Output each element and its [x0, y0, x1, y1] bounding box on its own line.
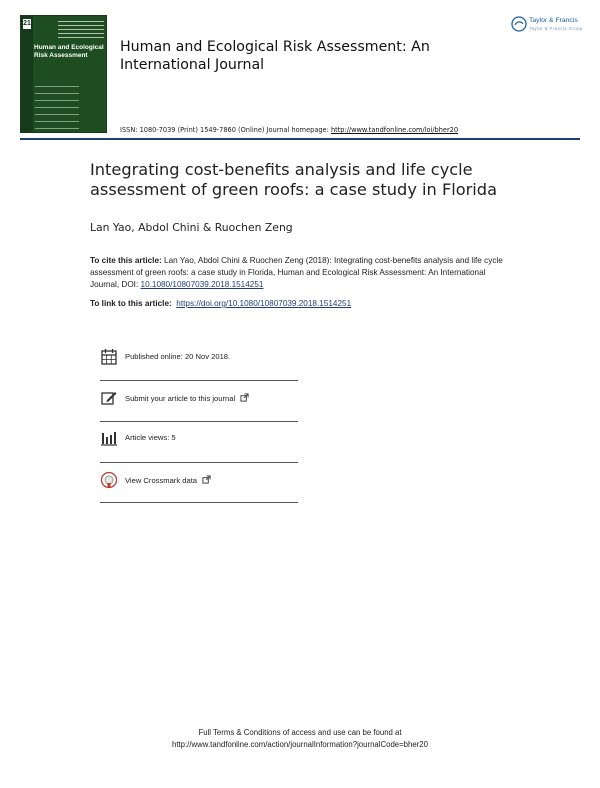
info-divider: [100, 462, 298, 463]
issn-text: ISSN: 1080-7039 (Print) 1549-7860 (Online) Journal homepage:: [120, 126, 331, 134]
publisher-logo[interactable]: [511, 16, 583, 36]
cover-title: Human and Ecological Risk Assessment: [34, 44, 104, 59]
submit-article-text: Submit your article to this journal: [125, 394, 236, 403]
submit-article-link[interactable]: [125, 393, 249, 403]
journal-cover-image: [20, 15, 107, 133]
published-online-text: Published online: 20 Nov 2018.: [125, 352, 231, 361]
info-divider: [100, 502, 298, 503]
publisher-name: Taylor & Francis: [529, 17, 578, 24]
citation-label: To cite this article:: [90, 256, 162, 265]
crossmark-link[interactable]: [125, 475, 211, 485]
citation-block: [90, 255, 510, 291]
info-divider: [100, 421, 298, 422]
cover-volume-badge: 21: [23, 20, 31, 27]
info-divider: [100, 380, 298, 381]
crossmark-row[interactable]: [100, 469, 298, 493]
external-link-icon: [202, 475, 211, 484]
article-authors: Lan Yao, Abdol Chini & Ruochen Zeng: [90, 221, 293, 234]
citation-text: Lan Yao, Abdol Chini & Ruochen Zeng (2018): Integrating cost-benefits analysis and life cycle assessment of green roofs: a case study in Florida, Human and Ecological Risk Assessment: An International Journal, DOI:: [90, 256, 503, 289]
article-views-row: [100, 427, 298, 451]
publisher-logo-icon: [511, 16, 527, 32]
footer-terms-text: Full Terms & Conditions of access and use can be found at: [198, 728, 402, 737]
crossmark-icon: [100, 471, 118, 489]
crossmark-text: View Crossmark data: [125, 476, 198, 485]
header-divider: [20, 138, 580, 140]
article-doi-link[interactable]: https://doi.org/10.1080/10807039.2018.1514251: [176, 299, 352, 308]
article-link-label: To link to this article:: [90, 299, 172, 308]
calendar-icon: [100, 348, 118, 366]
article-link-block: [90, 299, 351, 308]
submit-article-row[interactable]: [100, 387, 298, 411]
journal-homepage-link[interactable]: http://www.tandfonline.com/loi/bher20: [330, 126, 459, 134]
published-online-row: [100, 346, 298, 370]
edit-icon: [100, 389, 118, 407]
external-link-icon: [240, 393, 249, 402]
article-title: Integrating cost-benefits analysis and life cycle assessment of green roofs: a case study in Florida: [90, 160, 498, 199]
issn-line: [120, 126, 458, 134]
footer-terms-url[interactable]: http://www.tandfonline.com/action/journalInformation?journalCode=bher20: [172, 740, 428, 749]
article-views-text: Article views: 5: [125, 433, 176, 442]
citation-doi-link[interactable]: 10.1080/10807039.2018.1514251: [140, 280, 264, 289]
publisher-subline: Taylor & Francis Group: [529, 26, 583, 31]
bar-chart-icon: [100, 429, 118, 447]
journal-title: Human and Ecological Risk Assessment: An International Journal: [120, 39, 430, 73]
page-footer: [0, 727, 600, 751]
